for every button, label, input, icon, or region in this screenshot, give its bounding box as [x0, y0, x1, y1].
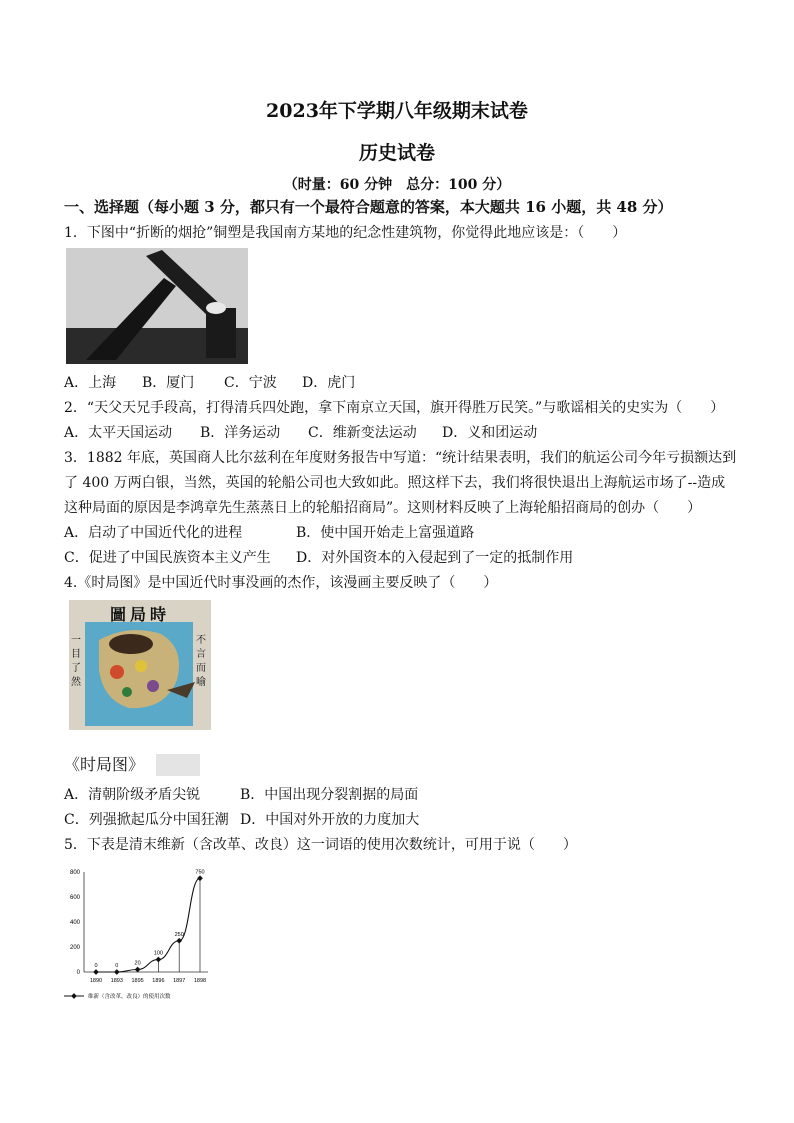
q4-option-b[interactable]: B．中国出现分裂割据的局面 [240, 787, 419, 803]
q3-line-3: 这种局面的原因是李鸿章先生蒸蒸日上的轮船招商局”。这则材料反映了上海轮船招商局的创办（ ） [64, 500, 702, 516]
q3-option-a[interactable]: A．启动了中国近代化的进程 [64, 525, 243, 541]
q1-stem: 1．下图中“折断的烟抢”铜塑是我国南方某地的纪念性建筑物，你觉得此地应该是：（ ） [64, 225, 627, 241]
y-tick-label: 600 [69, 895, 80, 901]
y-tick-label: 0 [76, 970, 80, 976]
q2-option-a[interactable]: A．太平天国运动 [64, 425, 173, 441]
q4-stem: 4.《时局图》是中国近代时事没画的杰作，该漫画主要反映了（ ） [64, 575, 498, 591]
q4-option-c[interactable]: C．列强掀起瓜分中国狂潮 [64, 812, 229, 828]
cartoon-caption: 《时局图》 [64, 755, 145, 774]
q3-line-2: 了 400 万两白银，当然，英国的轮船公司也大致如此。照这样下去，我们将很快退出上海航运市场了--造成 [64, 475, 726, 491]
y-tick-label: 800 [69, 870, 80, 876]
section-heading: 一、选择题（每小题 3 分，都只有一个最符合题意的答案，本大题共 16 小题，共 48 分） [64, 198, 673, 216]
q4-option-a[interactable]: A．清朝阶级矛盾尖锐 [64, 787, 201, 803]
x-tick-label: 1893 [110, 978, 123, 984]
legend-label: 维新（含改革、改良）的使用次数 [88, 994, 171, 1000]
cartoon-heading: 圖局時 [109, 605, 170, 624]
q2-option-c[interactable]: C．维新变法运动 [308, 425, 417, 441]
q2-stem: 2．“天父天兄手段高，打得清兵四处跑，拿下南京立天国，旗开得胜万民笑。”与歌谣相关的史实为（ ） [64, 400, 725, 416]
x-tick-label: 1890 [89, 978, 103, 984]
exam-title: 2023年下学期八年级期末试卷 [266, 100, 528, 122]
data-point [93, 969, 99, 975]
data-point [135, 967, 141, 973]
cartoon-side-left: 一目了然 [71, 635, 81, 688]
data-point [156, 957, 162, 963]
shijutu-cartoon [69, 600, 211, 730]
data-label: 0 [115, 963, 119, 969]
x-tick-label: 1898 [193, 978, 207, 984]
usage-line-chart [58, 862, 218, 1012]
data-point [176, 938, 182, 944]
q1-option-a[interactable]: A．上海 [64, 375, 117, 391]
q3-option-d[interactable]: D．对外国资本的入侵起到了一定的抵制作用 [296, 550, 574, 566]
x-tick-label: 1897 [173, 978, 186, 984]
q1-option-b[interactable]: B．厦门 [142, 375, 195, 391]
exam-meta: （时量：60 分钟 总分：100 分） [283, 177, 511, 193]
q3-option-c[interactable]: C．促进了中国民族资本主义产生 [64, 550, 271, 566]
x-tick-label: 1895 [131, 978, 144, 984]
blurred-region [156, 754, 200, 776]
x-tick-label: 1896 [152, 978, 165, 984]
broken-cannon-photo [66, 248, 248, 364]
broken-cannon-icon [66, 248, 248, 364]
y-tick-label: 400 [69, 920, 80, 926]
q3-line-1: 3．1882 年底，英国商人比尔兹利在年度财务报告中写道：“统计结果表明，我们的航运公司今年亏损额达到 [64, 450, 737, 466]
data-label: 250 [174, 931, 184, 938]
subject-title: 历史试卷 [358, 142, 435, 164]
q4-option-d[interactable]: D．中国对外开放的力度加大 [240, 812, 420, 828]
data-point [197, 875, 203, 881]
y-tick-label: 200 [69, 945, 80, 951]
cartoon-side-right: 不言而喻 [196, 635, 206, 688]
q1-option-c[interactable]: C．宁波 [224, 375, 277, 391]
data-label: 0 [94, 963, 98, 969]
q3-option-b[interactable]: B．使中国开始走上富强道路 [296, 525, 475, 541]
data-label: 750 [195, 869, 205, 876]
legend-marker [71, 993, 77, 999]
data-label: 20 [134, 960, 141, 967]
series-line [96, 878, 200, 972]
q2-option-d[interactable]: D．义和团运动 [442, 425, 538, 441]
q1-option-d[interactable]: D．虎门 [302, 375, 356, 391]
q2-option-b[interactable]: B．洋务运动 [200, 425, 281, 441]
data-point [114, 969, 120, 975]
data-label: 100 [153, 950, 163, 957]
q5-stem: 5．下表是清末维新（含改革、改良）这一词语的使用次数统计，可用于说（ ） [64, 837, 577, 853]
